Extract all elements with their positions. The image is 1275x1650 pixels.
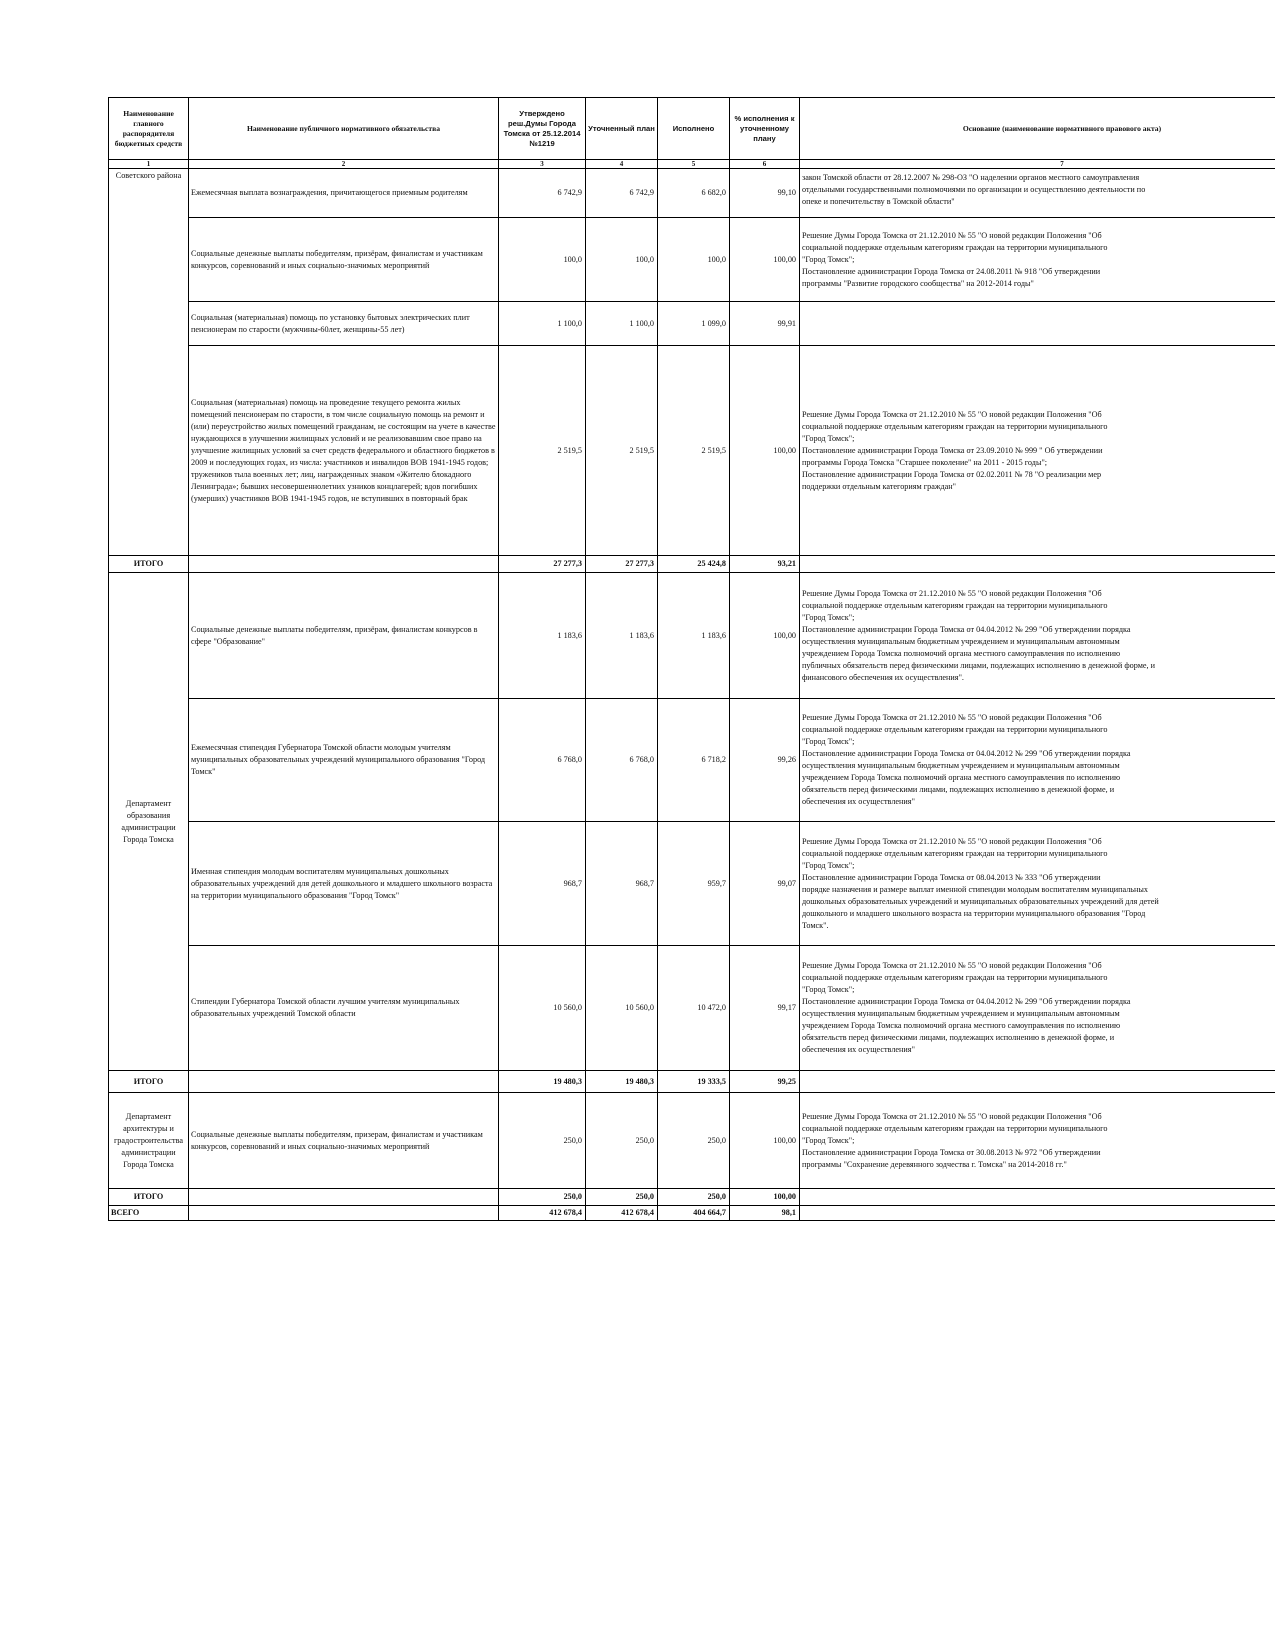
obligation-name-cell: Социальные денежные выплаты победителям, призёрам, финалистам и участникам конкурсов, соревнований и иных социально-значимых мероприятий (189, 218, 499, 302)
grand-total-empty (189, 1206, 499, 1221)
obligation-name-cell: Ежемесячная выплата вознаграждения, причитающегося приемным родителям (189, 169, 499, 218)
basis-cell (800, 218, 1275, 302)
total-done: 25 424,8 (658, 556, 730, 573)
basis-line: Постановление администрации Города Томска от 04.04.2012 № 299 "Об утверждении порядка (802, 624, 1131, 634)
section-total-row (109, 1071, 1275, 1093)
grand-total-label: ВСЕГО (109, 1206, 189, 1221)
basis-text (802, 230, 1275, 290)
basis-line: публичных обязательств перед физическими лицами, подлежащих исполнению в денежной форме, и (802, 660, 1156, 670)
basis-line: Томск". (802, 920, 829, 930)
total-label: ИТОГО (109, 1189, 189, 1206)
approved-cell: 968,7 (499, 822, 586, 946)
plan-cell: 6 742,9 (586, 169, 658, 218)
total-pct: 99,25 (730, 1071, 800, 1093)
basis-cell (800, 822, 1275, 946)
basis-line: дошкольных образовательных учреждений и муниципальных образовательных учреждений для детей (802, 896, 1159, 906)
basis-cell (800, 1093, 1275, 1189)
basis-line: социальной поддержке отдельным категориям граждан на территории муниципального (802, 725, 1108, 734)
basis-line: финансового обеспечения их осуществления". (802, 672, 964, 682)
basis-line: осуществления муниципальным бюджетным учреждением и муниципальным автономным (802, 1009, 1120, 1018)
grand-total-approved: 412 678,4 (499, 1206, 586, 1221)
header-basis: Основание (наименование нормативного правового акта) (800, 98, 1275, 160)
obligation-name-cell: Ежемесячная стипендия Губернатора Томской области молодым учителям муниципальных образовательных учреждений муниципального образования "Город Томск" (189, 699, 499, 822)
basis-line: Решение Думы Города Томска от 21.12.2010 № 55 "О новой редакции Положения "Об (802, 961, 1102, 970)
total-plan: 27 277,3 (586, 556, 658, 573)
basis-line: обязательств перед физическими лицами, подлежащих исполнению в денежной форме, и (802, 1033, 1115, 1042)
basis-line: учреждением Города Томска полномочий органа местного самоуправления по исполнению (802, 648, 1121, 658)
grand-total-basis-empty (800, 1206, 1275, 1221)
basis-line: "Город Томск"; (802, 612, 855, 622)
report-sheet (108, 97, 1275, 1221)
header-obligation: Наименование публичного нормативного обязательства (189, 98, 499, 160)
approved-cell: 250,0 (499, 1093, 586, 1189)
total-label: ИТОГО (109, 556, 189, 573)
basis-line: закон Томской области от 28.12.2007 № 298-ОЗ "О наделении органов местного самоуправления (802, 172, 1140, 182)
basis-cell (800, 699, 1275, 822)
pct-cell: 99,10 (730, 169, 800, 218)
obligation-name-cell: Именная стипендия молодым воспитателям муниципальных дошкольных образовательных учреждений для детей дошкольного и младшего школьного возраста на территории муниципального образования "Город Томск" (189, 822, 499, 946)
basis-line: Решение Думы Города Томска от 21.12.2010 № 55 "О новой редакции Положения "Об (802, 713, 1102, 722)
basis-cell (800, 573, 1275, 699)
table-row (109, 1093, 1275, 1189)
table-row (109, 573, 1275, 699)
col-number: 2 (189, 160, 499, 169)
basis-line: социальной поддержке отдельным категориям граждан на территории муниципального (802, 421, 1108, 431)
dept-name-cell: Департамент архитектуры и градостроительства администрации Города Томска (109, 1093, 189, 1189)
basis-text (802, 836, 1275, 932)
basis-line: поддержки отдельным категориям граждан" (802, 481, 957, 491)
basis-line: учреждением Города Томска полномочий органа местного самоуправления по исполнению (802, 1021, 1121, 1030)
basis-line: Решение Думы Города Томска от 21.12.2010 № 55 "О новой редакции Положения "Об (802, 230, 1102, 240)
basis-line: социальной поддержке отдельным категориям граждан на территории муниципального (802, 242, 1108, 252)
basis-cell (800, 302, 1275, 346)
approved-cell: 1 100,0 (499, 302, 586, 346)
basis-text (802, 409, 1275, 493)
pct-cell: 100,00 (730, 1093, 800, 1189)
total-label: ИТОГО (109, 1071, 189, 1093)
plan-cell: 6 768,0 (586, 699, 658, 822)
basis-line: опеке и попечительству в Томской области" (802, 196, 955, 206)
pct-cell: 100,00 (730, 346, 800, 556)
basis-line: "Город Томск"; (802, 737, 855, 746)
header-done: Исполнено (658, 98, 730, 160)
basis-line: Постановление администрации Города Томска от 30.08.2013 № 972 "Об утверждении (802, 1147, 1101, 1157)
plan-cell: 2 519,5 (586, 346, 658, 556)
total-basis-empty (800, 1189, 1275, 1206)
basis-line: Постановление администрации Города Томска от 04.04.2012 № 299 "Об утверждении порядка (802, 997, 1131, 1006)
total-approved: 250,0 (499, 1189, 586, 1206)
table-row (109, 302, 1275, 346)
basis-text (802, 172, 1275, 208)
basis-line: Решение Думы Города Томска от 21.12.2010 № 55 "О новой редакции Положения "Об (802, 1111, 1102, 1121)
pct-cell: 100,00 (730, 218, 800, 302)
basis-line: социальной поддержке отдельным категориям граждан на территории муниципального (802, 600, 1108, 610)
basis-line: отдельными государственными полномочиями по организации и осуществлению деятельности по (802, 184, 1146, 194)
col-number: 5 (658, 160, 730, 169)
col-number: 1 (109, 160, 189, 169)
dept-name-cell: Департамент образования администрации Города Томска (109, 573, 189, 1071)
basis-text (802, 712, 1275, 808)
basis-line: Решение Думы Города Томска от 21.12.2010 № 55 "О новой редакции Положения "Об (802, 409, 1102, 419)
basis-line: учреждением Города Томска полномочий органа местного самоуправления по исполнению (802, 773, 1121, 782)
total-done: 19 333,5 (658, 1071, 730, 1093)
done-cell: 100,0 (658, 218, 730, 302)
basis-line: социальной поддержке отдельным категориям граждан на территории муниципального (802, 973, 1108, 982)
plan-cell: 10 560,0 (586, 946, 658, 1071)
col-number: 3 (499, 160, 586, 169)
basis-line: Постановление администрации Города Томска от 23.09.2010 № 999 " Об утверждении (802, 445, 1103, 455)
basis-line: обязательств перед физическими лицами, подлежащих исполнению в денежной форме, и (802, 785, 1115, 794)
table-row (109, 946, 1275, 1071)
approved-cell: 100,0 (499, 218, 586, 302)
basis-cell (800, 946, 1275, 1071)
plan-cell: 250,0 (586, 1093, 658, 1189)
done-cell: 6 718,2 (658, 699, 730, 822)
approved-cell: 6 742,9 (499, 169, 586, 218)
approved-cell: 10 560,0 (499, 946, 586, 1071)
total-done: 250,0 (658, 1189, 730, 1206)
table-row (109, 346, 1275, 556)
done-cell: 959,7 (658, 822, 730, 946)
col-number: 6 (730, 160, 800, 169)
basis-text (802, 960, 1275, 1056)
approved-cell: 2 519,5 (499, 346, 586, 556)
plan-cell: 100,0 (586, 218, 658, 302)
dept-name-cell: Советского района (109, 169, 189, 556)
section-total-row (109, 1189, 1275, 1206)
column-number-row (109, 160, 1275, 169)
done-cell: 250,0 (658, 1093, 730, 1189)
obligation-name-cell: Социальная (материальная) помощь на проведение текущего ремонта жилых помещений пенсионерам по старости, в том числе социальную помощь на ремонт и (или) переустройство жилых помещений гражданам, не состоящим на учете в качестве нуждающихся в улучшении жилищных условий и не реализовавшим свое право на улучшение жилищных условий за счет средств федерального и областного бюджетов в 2009 и последующих годах, из числа: участников и инвалидов ВОВ 1941-1945 годов; тружеников тыла военных лет; лиц, награжденных знаком «Жителю блокадного Ленинграда»; бывших несовершеннолетних узников концлагерей; вдов погибших (умерших) участников ВОВ 1941-1945 годов, не вступивших в повторный брак (189, 346, 499, 556)
basis-line: дошкольного и младшего школьного возраста на территории муниципального образования "Город (802, 908, 1146, 918)
obligation-name-cell: Стипендии Губернатора Томской области лучшим учителям муниципальных образовательных учреждений Томской области (189, 946, 499, 1071)
basis-text (802, 588, 1275, 684)
approved-cell: 6 768,0 (499, 699, 586, 822)
done-cell: 10 472,0 (658, 946, 730, 1071)
basis-line: "Город Томск"; (802, 254, 855, 264)
total-plan: 250,0 (586, 1189, 658, 1206)
total-empty (189, 1189, 499, 1206)
total-plan: 19 480,3 (586, 1071, 658, 1093)
pct-cell: 99,17 (730, 946, 800, 1071)
basis-line: осуществления муниципальным бюджетным учреждением и муниципальным автономным (802, 761, 1120, 770)
basis-line: "Город Томск"; (802, 860, 855, 870)
header-plan: Уточненный план (586, 98, 658, 160)
done-cell: 1 099,0 (658, 302, 730, 346)
pct-cell: 99,26 (730, 699, 800, 822)
basis-line: "Город Томск"; (802, 985, 855, 994)
header-pct: % исполнения к уточненному плану (730, 98, 800, 160)
done-cell: 1 183,6 (658, 573, 730, 699)
done-cell: 2 519,5 (658, 346, 730, 556)
basis-line: осуществления муниципальным бюджетным учреждением и муниципальным автономным (802, 636, 1120, 646)
col-number: 7 (800, 160, 1275, 169)
section-total-row (109, 556, 1275, 573)
pct-cell: 100,00 (730, 573, 800, 699)
grand-total-plan: 412 678,4 (586, 1206, 658, 1221)
approved-cell: 1 183,6 (499, 573, 586, 699)
obligation-name-cell: Социальные денежные выплаты победителям, призёрам, финалистам конкурсов в сфере "Образование" (189, 573, 499, 699)
table-row (109, 822, 1275, 946)
basis-line: Постановление администрации Города Томска от 02.02.2011 № 78 "О реализации мер (802, 469, 1102, 479)
total-approved: 27 277,3 (499, 556, 586, 573)
obligation-name-cell: Социальная (материальная) помощь по установку бытовых электрических плит пенсионерам по старости (мужчины-60лет, женщины-55 лет) (189, 302, 499, 346)
total-empty (189, 556, 499, 573)
plan-cell: 1 183,6 (586, 573, 658, 699)
total-basis-empty (800, 556, 1275, 573)
obligation-name-cell: Социальные денежные выплаты победителям, призерам, финалистам и участникам конкурсов, соревнований и иных социально-значимых мероприятий (189, 1093, 499, 1189)
table-body (109, 169, 1275, 1221)
total-empty (189, 1071, 499, 1093)
grand-total-done: 404 664,7 (658, 1206, 730, 1221)
total-pct: 93,21 (730, 556, 800, 573)
basis-line: порядке назначения и размере выплат именной стипендии молодым воспитателям муниципальных (802, 884, 1149, 894)
total-approved: 19 480,3 (499, 1071, 586, 1093)
basis-line: программы "Развитие городского сообщества" на 2012-2014 годы" (802, 278, 1034, 288)
basis-line: обеспечения их осуществления" (802, 797, 915, 806)
basis-line: "Город Томск"; (802, 433, 855, 443)
header-approved: Утверждено реш.Думы Города Томска от 25.12.2014 №1219 (499, 98, 586, 160)
table-row (109, 169, 1275, 218)
table-row (109, 699, 1275, 822)
basis-line: социальной поддержке отдельным категориям граждан на территории муниципального (802, 1123, 1108, 1133)
basis-cell (800, 346, 1275, 556)
basis-cell (800, 169, 1275, 218)
grand-total-pct: 98,1 (730, 1206, 800, 1221)
header-dept: Наименование главного распорядителя бюджетных средств (109, 98, 189, 160)
basis-line: Постановление администрации Города Томска от 24.08.2011 № 918 "Об утверждении (802, 266, 1101, 276)
header-row (109, 98, 1275, 160)
plan-cell: 1 100,0 (586, 302, 658, 346)
total-basis-empty (800, 1071, 1275, 1093)
obligations-table (108, 97, 1275, 1221)
basis-line: Решение Думы Города Томска от 21.12.2010 № 55 "О новой редакции Положения "Об (802, 836, 1102, 846)
basis-text (802, 1111, 1275, 1171)
table-row (109, 218, 1275, 302)
basis-line: Решение Думы Города Томска от 21.12.2010 № 55 "О новой редакции Положения "Об (802, 588, 1102, 598)
col-number: 4 (586, 160, 658, 169)
basis-line: Постановление администрации Города Томска от 04.04.2012 № 299 "Об утверждении порядка (802, 749, 1131, 758)
basis-line: Постановление администрации Города Томска от 08.04.2013 № 333 "Об утверждении (802, 872, 1101, 882)
basis-line: социальной поддержке отдельным категориям граждан на территории муниципального (802, 848, 1108, 858)
done-cell: 6 682,0 (658, 169, 730, 218)
total-pct: 100,00 (730, 1189, 800, 1206)
basis-line: "Город Томск"; (802, 1135, 855, 1145)
basis-line: обеспечения их осуществления" (802, 1045, 915, 1054)
basis-line: программы Города Томска "Старшее поколение" на 2011 - 2015 годы"; (802, 457, 1048, 467)
grand-total-row (109, 1206, 1275, 1221)
pct-cell: 99,91 (730, 302, 800, 346)
pct-cell: 99,07 (730, 822, 800, 946)
plan-cell: 968,7 (586, 822, 658, 946)
basis-line: программы "Сохранение деревянного зодчества г. Томска" на 2014-2018 гг." (802, 1159, 1067, 1169)
